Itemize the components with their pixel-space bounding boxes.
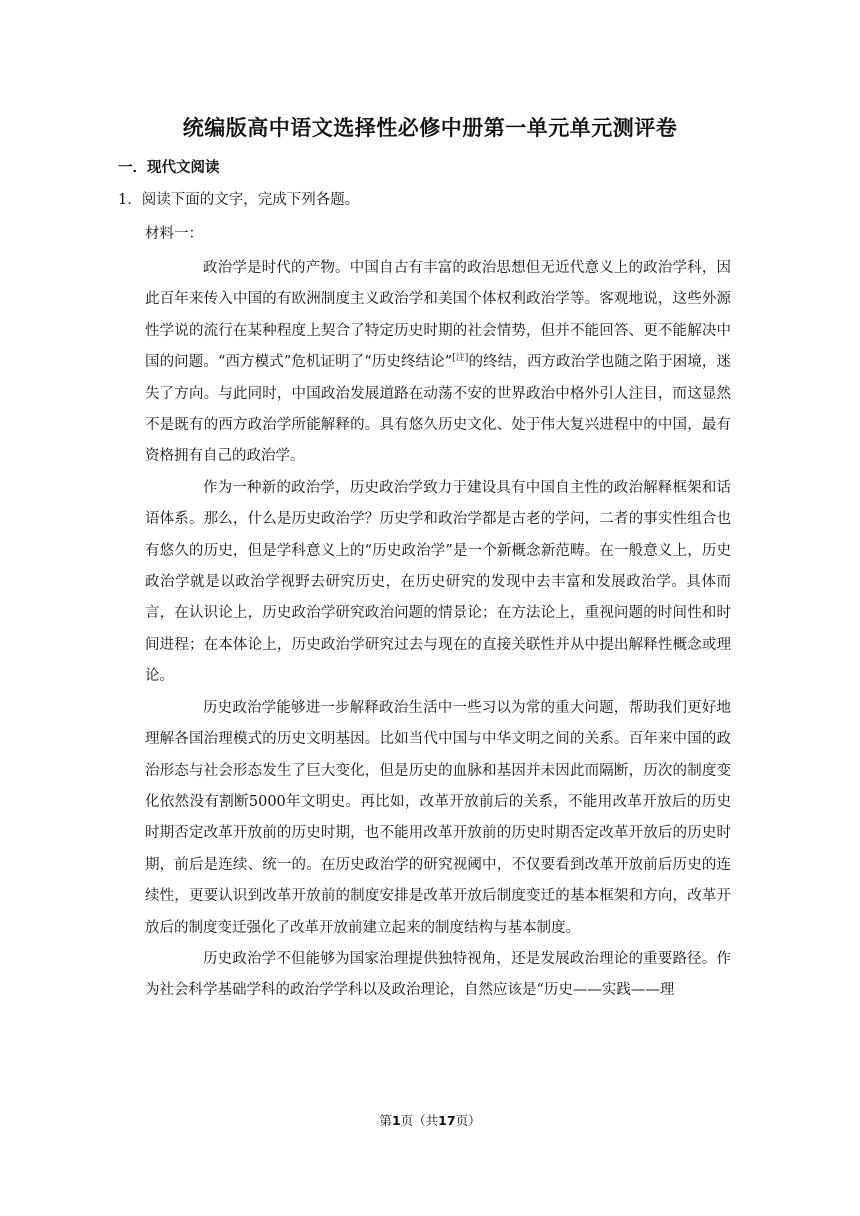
paragraph-2: 作为一种新的政治学，历史政治学致力于建设具有中国自主性的政治解释框架和话语体系。那么，什么是历史政治学？历史学和政治学都是古老的学问，二者的事实性组合也有悠久的历史，但是学科意义上的“历史政治学”是一个新概念新范畴。在一般意义上，历史政治学就是以政治学视野去研究历史，在历史研究的发现中去丰富和发展政治学。具体而言，在认识论上，历史政治学研究政治问题的情景论；在方法论上，重视问题的时间性和时间进程；在本体论上，历史政治学研究过去与现在的直接关联性并从中提出解释性概念或理论。 (145, 479, 731, 685)
material-label: 材料一： (145, 226, 203, 242)
reading-passage (145, 253, 731, 1007)
paragraph-4: 历史政治学不但能够为国家治理提供独特视角，还是发展政治理论的重要路径。作为社会科学基础学科的政治学学科以及政治理论，自然应该是“历史——实践——理 (145, 950, 731, 999)
page-footer (0, 1111, 860, 1129)
footnote-marker: [注] (452, 353, 469, 364)
paragraph-1-text-b: 的终结，西方政治学也随之陷于困境，迷失了方向。与此同时，中国政治发展道路在动荡不安的世界政治中格外引人注目，而这显然不是既有的西方政治学所能解释的。具有悠久历史文化、处于伟大复兴进程中的中国，最有资格拥有自己的政治学。 (145, 354, 732, 465)
question-intro: 1．阅读下面的文字，完成下列各题。 (118, 192, 360, 208)
paragraph-1-text-a: 政治学是时代的产物。中国自古有丰富的政治思想但无近代意义上的政治学科，因此百年来传入中国的有欧洲制度主义政治学和美国个体权利政治学等。客观地说，这些外源性学说的流行在某种程度上契合了特定历史时期的社会情势，但并不能回答、更不能解决中国的问题。“西方模式”危机证明了“历史终结论” (145, 260, 731, 371)
footer-page-number: 1 (391, 1113, 401, 1128)
footer-total-pages: 17 (438, 1113, 456, 1128)
footer-prefix: 第 (379, 1113, 392, 1128)
footer-middle: 页（共 (400, 1113, 439, 1128)
document-title: 统编版高中语文选择性必修中册第一单元单元测评卷 (182, 116, 678, 140)
paragraph-1 (145, 253, 731, 473)
section-heading: 一．现代文阅读 (118, 160, 220, 176)
paragraph-3: 历史政治学能够进一步解释政治生活中一些习以为常的重大问题，帮助我们更好地理解各国治理模式的历史文明基因。比如当代中国与中华文明之间的关系。百年来中国的政治形态与社会形态发生了巨大变化，但是历史的血脉和基因并未因此而隔断，历次的制度变化依然没有割断5000年文明史。再比如，改革开放前后的关系，不能用改革开放后的历史时期否定改革开放前的历史时期，也不能用改革开放前的历史时期否定改革开放后的历史时期，前后是连续、统一的。在历史政治学的研究视阈中，不仅要看到改革开放前后历史的连续性，更要认识到改革开放前的制度安排是改革开放后制度变迁的基本框架和方向，改革开放后的制度变迁强化了改革开放前建立起来的制度结构与基本制度。 (145, 699, 731, 936)
footer-suffix: 页） (455, 1113, 481, 1128)
